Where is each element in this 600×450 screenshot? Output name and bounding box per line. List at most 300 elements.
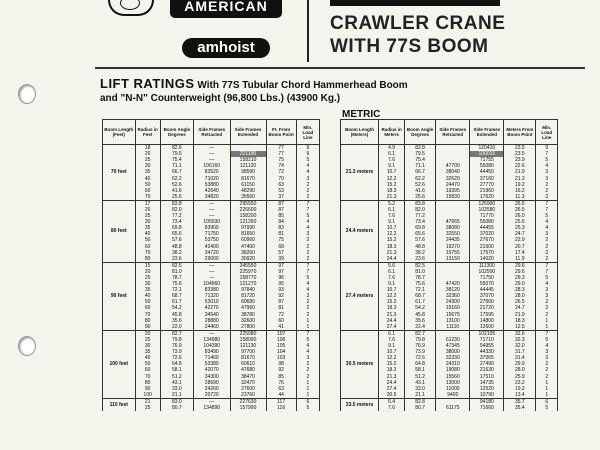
table-cell: 40: [135, 355, 160, 361]
table-cell: 15.2: [379, 237, 405, 243]
table-cell: 25.6: [160, 194, 193, 201]
table-cell: 16.2: [504, 188, 536, 194]
table-cell: [230, 145, 266, 152]
table-cell: 26.5: [504, 299, 536, 305]
table-cell: 44: [266, 392, 296, 399]
table-cell: 226600: [230, 207, 266, 213]
table-cell: 26.5: [504, 200, 536, 207]
table-cell: 24.4: [379, 318, 405, 324]
table-cell: 81.0: [160, 269, 193, 275]
table-cell: 19080: [436, 367, 470, 373]
table-cell: [436, 330, 470, 337]
table-cell: 4: [296, 225, 319, 231]
table-cell: 13150: [436, 256, 470, 263]
table-cell: 71750: [194, 231, 231, 237]
table-cell: 74: [266, 163, 296, 169]
table-cell: 33.0: [160, 386, 193, 392]
table-cell: 53010: [194, 299, 231, 305]
table-cell: 9400: [436, 392, 470, 399]
table-row: [103, 256, 320, 263]
table-cell: 82.8: [405, 398, 436, 405]
table-cell: 90: [135, 386, 160, 392]
table-cell: 17: [135, 200, 160, 207]
table-cell: 19.2: [504, 386, 536, 392]
table-cell: 7: [536, 151, 558, 157]
table-cell: 21: [135, 398, 160, 405]
table-cell: 87: [266, 200, 296, 207]
table-cell: 105: [266, 343, 296, 349]
table-cell: 2: [536, 250, 558, 256]
table-cell: 9: [296, 145, 319, 152]
table-cell: 4: [296, 343, 319, 349]
table-cell: 51.2: [160, 373, 193, 379]
table-cell: 2: [536, 312, 558, 318]
table-cell: 25: [135, 213, 160, 219]
table-cell: 41.6: [405, 188, 436, 194]
table-cell: 60610: [230, 361, 266, 367]
table-cell: 40: [135, 293, 160, 299]
table-cell: 10.7: [379, 169, 405, 175]
binder-hole: [18, 336, 36, 356]
boom-length-cell: 110 feet: [103, 398, 136, 411]
table-cell: 47400: [230, 244, 266, 250]
table-cell: [436, 145, 470, 152]
table-cell: 2: [296, 305, 319, 311]
table-cell: 38080: [436, 225, 470, 231]
table-cell: 76.9: [405, 343, 436, 349]
table-cell: 71460: [194, 355, 231, 361]
title-line-2: WITH 77S BOOM: [330, 36, 489, 57]
table-row: [103, 398, 320, 405]
table-cell: 2: [536, 194, 558, 201]
table-cell: 55080: [470, 163, 504, 169]
table-cell: 25: [135, 337, 160, 343]
table-cell: 7: [536, 262, 558, 269]
table-cell: 23.2: [504, 380, 536, 386]
table-cell: 15830: [436, 194, 470, 201]
american-logo-banner: AMERICAN: [170, 0, 282, 18]
table-cell: 53880: [194, 182, 231, 188]
table-cell: 2: [296, 194, 319, 201]
table-cell: 117: [266, 398, 296, 405]
table-cell: 60: [135, 367, 160, 373]
table-cell: [436, 200, 470, 207]
table-cell: 105030: [194, 219, 231, 225]
table-cell: 71020: [194, 175, 231, 181]
table-cell: 2: [296, 237, 319, 243]
table-cell: 13100: [436, 318, 470, 324]
table-cell: 11000: [436, 386, 470, 392]
table-cell: 6.1: [379, 207, 405, 213]
table-cell: 2: [296, 188, 319, 194]
table-row: [103, 330, 320, 337]
table-cell: 82.6: [160, 145, 193, 152]
table-cell: 111300: [470, 262, 504, 269]
table-cell: 77.2: [160, 213, 193, 219]
table-cell: —: [194, 207, 231, 213]
table-cell: 50: [135, 361, 160, 367]
table-cell: 227630: [230, 398, 266, 405]
table-cell: 2: [296, 299, 319, 305]
table-cell: —: [194, 145, 231, 152]
table-cell: 30920: [230, 256, 266, 263]
table-cell: 2: [536, 361, 558, 367]
table-cell: 83490: [194, 349, 231, 355]
table-cell: 57: [266, 250, 296, 256]
table-cell: 3: [296, 355, 319, 361]
table-cell: 14800: [470, 318, 504, 324]
table-cell: 38470: [230, 373, 266, 379]
table-cell: 1: [536, 380, 558, 386]
table-cell: 4: [536, 281, 558, 287]
table-cell: 35.4: [504, 405, 536, 411]
boom-length-cell: 80 feet: [103, 200, 136, 262]
table-cell: —: [194, 262, 231, 269]
column-header: Side Frames Retracted: [436, 120, 470, 145]
column-header: Side Frames Extended: [230, 120, 266, 145]
section-heading: [100, 76, 408, 91]
table-cell: 5: [296, 275, 319, 281]
table-cell: 35: [135, 169, 160, 175]
table-cell: 57.6: [160, 237, 193, 243]
table-cell: —: [194, 200, 231, 207]
horizontal-rule: [95, 67, 585, 69]
table-cell: 52.6: [405, 182, 436, 188]
table-cell: 2: [536, 237, 558, 243]
table-cell: 25: [135, 157, 160, 163]
table-cell: 64.8: [160, 361, 193, 367]
table-cell: 57.6: [405, 237, 436, 243]
table-cell: 9.1: [379, 163, 405, 169]
table-cell: 4: [296, 281, 319, 287]
table-cell: 73.4: [405, 219, 436, 225]
table-row: [341, 145, 558, 152]
table-cell: 3: [536, 287, 558, 293]
table-cell: 72: [266, 312, 296, 318]
table-cell: 27600: [230, 386, 266, 392]
table-cell: 32.0: [504, 343, 536, 349]
table-cell: 47700: [436, 163, 470, 169]
table-cell: 158200: [230, 213, 266, 219]
table-cell: 25.9: [504, 373, 536, 379]
column-header: Boom Angle Degrees: [160, 120, 193, 145]
table-cell: —: [194, 275, 231, 281]
table-cell: 83900: [194, 225, 231, 231]
table-cell: 60680: [230, 299, 266, 305]
table-cell: 11110: [436, 324, 470, 331]
table-cell: 21.1: [160, 392, 193, 399]
table-cell: 4: [296, 169, 319, 175]
table-cell: 18.3: [504, 318, 536, 324]
table-cell: 17595: [470, 312, 504, 318]
table-cell: 7: [296, 262, 319, 269]
table-cell: 19.2: [504, 182, 536, 188]
table-cell: 61175: [436, 405, 470, 411]
table-cell: 72.6: [160, 355, 193, 361]
table-cell: 40: [135, 175, 160, 181]
table-cell: 35.6: [405, 318, 436, 324]
table-cell: 1: [536, 386, 558, 392]
table-cell: 19160: [436, 305, 470, 311]
table-cell: 28.3: [504, 287, 536, 293]
table-row: [341, 200, 558, 207]
table-cell: 14735: [470, 380, 504, 386]
table-cell: 3: [536, 175, 558, 181]
table-cell: 75.4: [160, 157, 193, 163]
table-cell: 3: [536, 231, 558, 237]
table-cell: 22.0: [160, 324, 193, 331]
table-cell: 61230: [436, 337, 470, 343]
table-cell: 35.7: [504, 398, 536, 405]
table-cell: 104: [266, 349, 296, 355]
table-cell: 12.5: [504, 324, 536, 331]
table-cell: 9: [296, 151, 319, 157]
table-cell: 32.6: [504, 330, 536, 337]
table-cell: 12.2: [379, 293, 405, 299]
table-cell: 102500: [470, 269, 504, 275]
table-cell: 31.4: [504, 355, 536, 361]
table-cell: 20720: [194, 392, 231, 399]
table-cell: 5.2: [379, 200, 405, 207]
header-strip: [330, 0, 500, 6]
table-cell: 64.8: [405, 361, 436, 367]
table-cell: —: [194, 398, 231, 405]
table-cell: 21.3: [504, 175, 536, 181]
table-cell: 83: [266, 225, 296, 231]
table-cell: 27490: [470, 361, 504, 367]
table-cell: 7: [536, 200, 558, 207]
table-cell: 47960: [230, 305, 266, 311]
table-cell: 15.2: [379, 182, 405, 188]
table-cell: 106160: [194, 163, 231, 169]
table-cell: 90: [135, 324, 160, 331]
table-cell: 21.1: [405, 392, 436, 399]
table-cell: 12600: [470, 324, 504, 331]
table-cell: 18.3: [379, 188, 405, 194]
table-cell: 82.5: [405, 262, 436, 269]
table-cell: 23760: [230, 392, 266, 399]
table-cell: 92: [266, 293, 296, 299]
table-cell: 37: [266, 194, 296, 201]
table-cell: 79.5: [160, 151, 193, 157]
table-cell: 97840: [230, 287, 266, 293]
column-header: Min. Load Line: [536, 120, 558, 145]
table-cell: 28.0: [504, 293, 536, 299]
table-cell: 102580: [470, 207, 504, 213]
table-cell: 9.1: [379, 281, 405, 287]
table-cell: 3: [536, 349, 558, 355]
table-cell: 38780: [230, 312, 266, 318]
table-cell: 41.6: [160, 188, 193, 194]
table-cell: 7.6: [379, 405, 405, 411]
table-cell: 17570: [470, 250, 504, 256]
table-cell: 17.4: [504, 250, 536, 256]
table-cell: 45.8: [405, 312, 436, 318]
table-cell: 32360: [436, 293, 470, 299]
table-cell: 71.1: [405, 163, 436, 169]
table-cell: 38000: [436, 349, 470, 355]
table-cell: 7.6: [379, 275, 405, 281]
column-header: Side Frames Retracted: [194, 120, 231, 145]
table-cell: 4: [536, 219, 558, 225]
table-cell: 35: [135, 225, 160, 231]
table-cell: 10.7: [379, 349, 405, 355]
table-cell: 22.4: [405, 324, 436, 331]
table-cell: 25: [135, 275, 160, 281]
table-cell: 35: [135, 349, 160, 355]
metric-ratings-table: [340, 119, 558, 411]
table-cell: 6.1: [379, 269, 405, 275]
table-cell: 84: [266, 219, 296, 225]
table-cell: 3: [536, 293, 558, 299]
table-cell: —: [194, 269, 231, 275]
table-cell: 38040: [436, 169, 470, 175]
table-cell: 29.6: [504, 262, 536, 269]
table-cell: 32600: [230, 318, 266, 324]
table-cell: 25.6: [405, 194, 436, 201]
table-cell: 54.2: [405, 305, 436, 311]
table-cell: 38120: [436, 287, 470, 293]
table-cell: 2: [296, 256, 319, 263]
table-cell: 21.3: [379, 194, 405, 201]
table-cell: 158770: [230, 275, 266, 281]
table-cell: 77: [266, 145, 296, 152]
table-cell: 83520: [194, 169, 231, 175]
table-cell: 21.9: [504, 169, 536, 175]
table-cell: 32470: [230, 380, 266, 386]
table-cell: 71.1: [160, 163, 193, 169]
table-cell: 34720: [194, 250, 231, 256]
table-cell: 81650: [230, 231, 266, 237]
table-cell: 9.1: [379, 343, 405, 349]
table-cell: 2: [296, 367, 319, 373]
table-cell: 12520: [470, 386, 504, 392]
table-cell: 20: [135, 269, 160, 275]
table-cell: 69.8: [405, 225, 436, 231]
table-cell: 34820: [194, 194, 231, 201]
table-cell: 2: [536, 367, 558, 373]
section-heading-main: LIFT RATINGS: [100, 76, 195, 91]
table-cell: 2: [296, 312, 319, 318]
table-cell: 4: [296, 219, 319, 225]
table-cell: 225080: [230, 330, 266, 337]
table-cell: 34540: [194, 312, 231, 318]
table-cell: 17510: [470, 373, 504, 379]
table-cell: —: [194, 157, 231, 163]
table-cell: 1: [296, 380, 319, 386]
table-cell: 76: [266, 380, 296, 386]
table-cell: 98: [266, 361, 296, 367]
table-cell: 11.3: [504, 194, 536, 201]
table-cell: 24.7: [504, 231, 536, 237]
table-cell: 225970: [230, 269, 266, 275]
boom-length-cell: 100 feet: [103, 330, 136, 398]
table-cell: 70: [135, 312, 160, 318]
table-cell: 76.9: [160, 343, 193, 349]
table-cell: 78.7: [405, 275, 436, 281]
table-cell: 60: [135, 188, 160, 194]
table-cell: 60: [135, 305, 160, 311]
table-cell: 120410: [470, 145, 504, 152]
column-header: Boom Length (Feet): [103, 120, 136, 145]
table-cell: 5.6: [379, 262, 405, 269]
table-cell: 106: [266, 337, 296, 343]
table-cell: 70: [135, 250, 160, 256]
table-cell: 78.7: [160, 275, 193, 281]
table-cell: 70: [135, 373, 160, 379]
table-cell: 63: [266, 386, 296, 392]
table-cell: 58.1: [405, 367, 436, 373]
table-cell: 32620: [436, 175, 470, 181]
table-cell: 32.3: [504, 337, 536, 343]
table-cell: 79.8: [160, 337, 193, 343]
table-cell: 80.7: [405, 405, 436, 411]
table-cell: 26.0: [504, 213, 536, 219]
table-cell: 37070: [470, 293, 504, 299]
table-cell: 47420: [436, 281, 470, 287]
table-row: [103, 405, 320, 411]
table-cell: 87: [266, 299, 296, 305]
table-cell: 12.2: [379, 175, 405, 181]
table-cell: 7: [296, 269, 319, 275]
table-cell: 6: [296, 398, 319, 405]
table-row: [341, 398, 558, 405]
table-cell: 82.8: [405, 145, 436, 152]
table-cell: 66.7: [405, 169, 436, 175]
table-cell: 2: [296, 373, 319, 379]
table-cell: 4: [296, 349, 319, 355]
table-cell: 3: [536, 169, 558, 175]
table-cell: 33.0: [405, 386, 436, 392]
table-cell: 121130: [230, 343, 266, 349]
boom-length-cell: 90 feet: [103, 262, 136, 330]
table-cell: 15675: [436, 312, 470, 318]
table-cell: 7: [536, 269, 558, 275]
table-cell: 24300: [436, 299, 470, 305]
table-cell: 28880: [194, 318, 231, 324]
table-cell: 60960: [230, 237, 266, 243]
table-cell: 83.8: [405, 200, 436, 207]
table-cell: 42640: [194, 188, 231, 194]
table-cell: 97700: [230, 349, 266, 355]
table-cell: 1: [536, 392, 558, 399]
table-cell: 97990: [230, 225, 266, 231]
table-cell: 158210: [230, 157, 266, 163]
table-cell: 4: [296, 163, 319, 169]
table-cell: 55070: [470, 281, 504, 287]
table-cell: 5: [536, 405, 558, 411]
table-cell: 21720: [470, 305, 504, 311]
table-cell: 9: [536, 145, 558, 152]
table-cell: 48.8: [405, 244, 436, 250]
table-cell: 13.4: [504, 392, 536, 399]
table-cell: 2: [536, 244, 558, 250]
table-cell: 69.8: [160, 225, 193, 231]
table-cell: 70: [266, 175, 296, 181]
boom-length-cell: 33.5 meters: [341, 398, 379, 411]
table-cell: 47345: [436, 343, 470, 349]
table-cell: 23.5: [504, 145, 536, 152]
table-cell: 75: [266, 157, 296, 163]
table-cell: 75: [266, 237, 296, 243]
table-cell: 22.9: [504, 237, 536, 243]
table-cell: 83.0: [160, 398, 193, 405]
table-cell: 45.8: [160, 312, 193, 318]
table-cell: 18: [135, 145, 160, 152]
table-cell: 30: [135, 281, 160, 287]
table-cell: 80.7: [160, 405, 193, 411]
table-cell: 6.1: [379, 330, 405, 337]
